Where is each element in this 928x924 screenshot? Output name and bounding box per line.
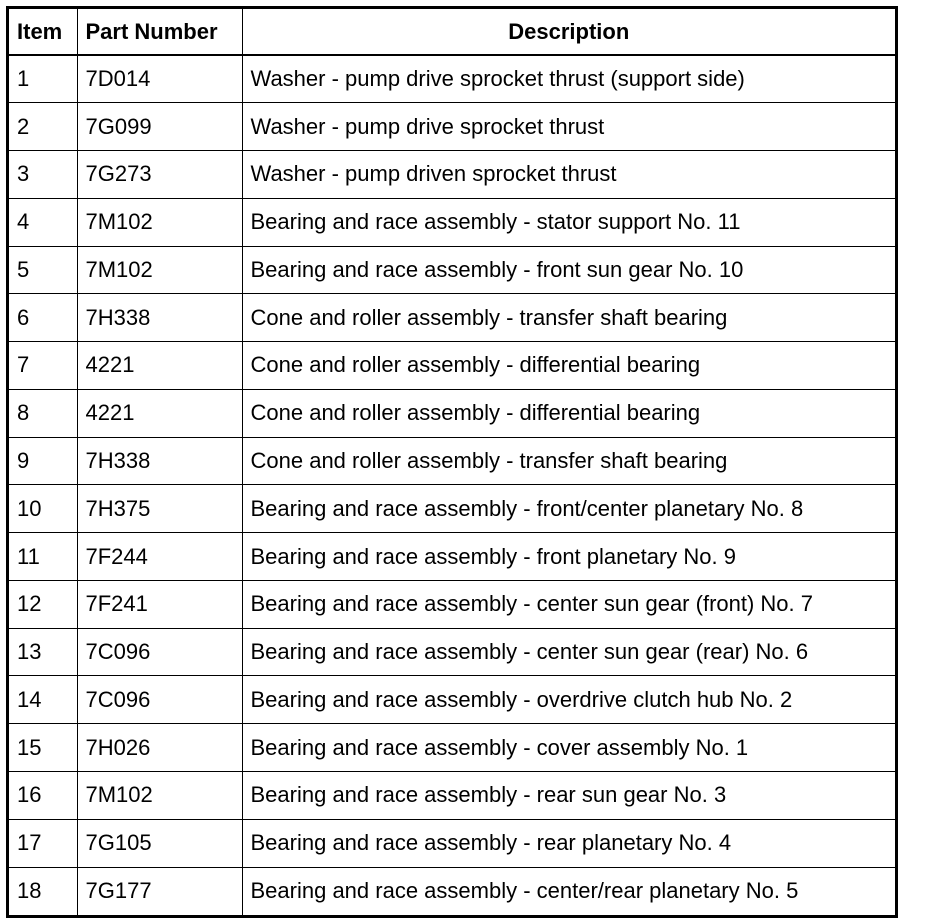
part-number-cell: 7H026 [77, 724, 242, 772]
description-cell: Bearing and race assembly - rear sun gear No. 3 [242, 771, 895, 819]
part-number-cell: 7H375 [77, 485, 242, 533]
table-row [9, 485, 895, 533]
item-cell: 2 [9, 103, 77, 151]
part-number-cell: 7C096 [77, 676, 242, 724]
header-item: Item [9, 9, 77, 55]
table-row [9, 771, 895, 819]
description-cell: Cone and roller assembly - transfer shaft bearing [242, 437, 895, 485]
table-row [9, 867, 895, 915]
description-cell: Bearing and race assembly - rear planetary No. 4 [242, 819, 895, 867]
description-cell: Washer - pump driven sprocket thrust [242, 151, 895, 199]
description-cell: Cone and roller assembly - differential bearing [242, 389, 895, 437]
description-cell: Cone and roller assembly - transfer shaft bearing [242, 294, 895, 342]
item-cell: 10 [9, 485, 77, 533]
item-cell: 5 [9, 246, 77, 294]
part-number-cell: 4221 [77, 389, 242, 437]
item-cell: 11 [9, 533, 77, 581]
parts-table [9, 9, 895, 915]
part-number-cell: 7M102 [77, 771, 242, 819]
table-row [9, 389, 895, 437]
part-number-cell: 7M102 [77, 198, 242, 246]
part-number-cell: 7G105 [77, 819, 242, 867]
part-number-cell: 7D014 [77, 55, 242, 103]
part-number-cell: 7G273 [77, 151, 242, 199]
description-cell: Cone and roller assembly - differential bearing [242, 342, 895, 390]
table-row [9, 676, 895, 724]
description-cell: Bearing and race assembly - center sun gear (rear) No. 6 [242, 628, 895, 676]
part-number-cell: 7C096 [77, 628, 242, 676]
description-cell: Bearing and race assembly - center/rear planetary No. 5 [242, 867, 895, 915]
description-cell: Bearing and race assembly - front planetary No. 9 [242, 533, 895, 581]
table-row [9, 246, 895, 294]
item-cell: 6 [9, 294, 77, 342]
header-description: Description [242, 9, 895, 55]
table-row [9, 819, 895, 867]
table-header-row [9, 9, 895, 55]
item-cell: 18 [9, 867, 77, 915]
part-number-cell: 4221 [77, 342, 242, 390]
table-row [9, 294, 895, 342]
item-cell: 7 [9, 342, 77, 390]
part-number-cell: 7G099 [77, 103, 242, 151]
item-cell: 16 [9, 771, 77, 819]
part-number-cell: 7F244 [77, 533, 242, 581]
item-cell: 3 [9, 151, 77, 199]
table-row [9, 628, 895, 676]
description-cell: Bearing and race assembly - front/center planetary No. 8 [242, 485, 895, 533]
table-row [9, 724, 895, 772]
item-cell: 15 [9, 724, 77, 772]
part-number-cell: 7H338 [77, 294, 242, 342]
description-cell: Bearing and race assembly - cover assembly No. 1 [242, 724, 895, 772]
item-cell: 17 [9, 819, 77, 867]
item-cell: 9 [9, 437, 77, 485]
table-row [9, 55, 895, 103]
item-cell: 4 [9, 198, 77, 246]
description-cell: Bearing and race assembly - overdrive clutch hub No. 2 [242, 676, 895, 724]
parts-table-frame [6, 6, 898, 918]
description-cell: Washer - pump drive sprocket thrust (support side) [242, 55, 895, 103]
description-cell: Bearing and race assembly - stator support No. 11 [242, 198, 895, 246]
part-number-cell: 7F241 [77, 580, 242, 628]
item-cell: 12 [9, 580, 77, 628]
part-number-cell: 7M102 [77, 246, 242, 294]
description-cell: Washer - pump drive sprocket thrust [242, 103, 895, 151]
item-cell: 14 [9, 676, 77, 724]
table-row [9, 580, 895, 628]
table-row [9, 342, 895, 390]
item-cell: 13 [9, 628, 77, 676]
table-row [9, 437, 895, 485]
item-cell: 1 [9, 55, 77, 103]
table-row [9, 103, 895, 151]
header-part-number: Part Number [77, 9, 242, 55]
description-cell: Bearing and race assembly - center sun gear (front) No. 7 [242, 580, 895, 628]
table-row [9, 151, 895, 199]
table-row [9, 533, 895, 581]
description-cell: Bearing and race assembly - front sun gear No. 10 [242, 246, 895, 294]
table-row [9, 198, 895, 246]
part-number-cell: 7G177 [77, 867, 242, 915]
item-cell: 8 [9, 389, 77, 437]
part-number-cell: 7H338 [77, 437, 242, 485]
